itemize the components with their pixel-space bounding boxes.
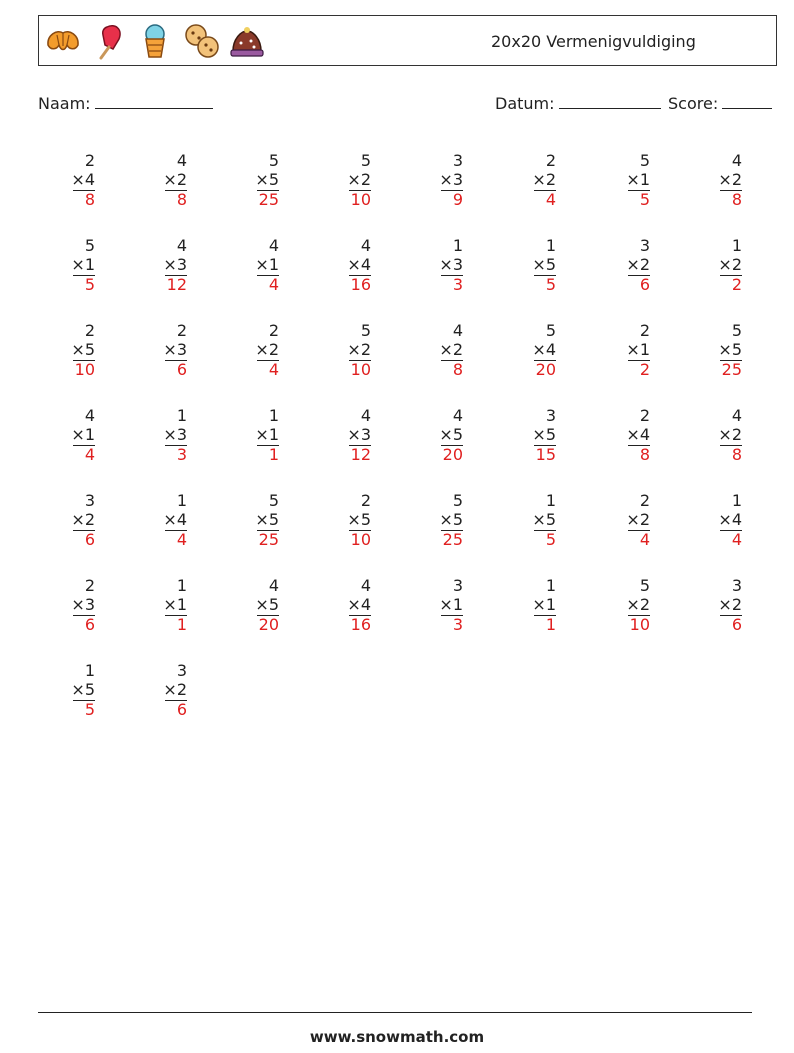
answer-line <box>73 360 95 361</box>
answer: 9 <box>452 190 463 209</box>
multiplicand: 2 <box>545 151 556 170</box>
multiplicand: 1 <box>545 491 556 510</box>
multiplier: ×3 <box>439 255 463 274</box>
multiplier: ×2 <box>163 680 187 699</box>
answer: 4 <box>268 275 279 294</box>
multiplicand: 3 <box>545 406 556 425</box>
answer: 1 <box>268 445 279 464</box>
answer-line <box>720 615 742 616</box>
answer-line <box>441 445 463 446</box>
multiplicand: 4 <box>268 236 279 255</box>
multiplicand: 2 <box>639 406 650 425</box>
answer-line <box>73 275 95 276</box>
multiplication-problem <box>682 406 742 466</box>
multiplier: ×4 <box>532 340 556 359</box>
answer: 8 <box>639 445 650 464</box>
multiplier: ×1 <box>626 340 650 359</box>
multiplier: ×1 <box>255 425 279 444</box>
multiplicand: 2 <box>360 491 371 510</box>
answer-line <box>441 190 463 191</box>
multiplicand: 1 <box>268 406 279 425</box>
multiplicand: 4 <box>452 321 463 340</box>
multiplication-problem <box>682 151 742 211</box>
multiplier: ×2 <box>718 170 742 189</box>
multiplication-problem <box>311 576 371 636</box>
multiplication-problem <box>35 151 95 211</box>
multiplicand: 4 <box>84 406 95 425</box>
answer: 3 <box>452 615 463 634</box>
answer-line <box>720 360 742 361</box>
answer: 3 <box>176 445 187 464</box>
answer-line <box>720 190 742 191</box>
multiplier: ×5 <box>347 510 371 529</box>
multiplier: ×3 <box>163 425 187 444</box>
multiplicand: 1 <box>176 406 187 425</box>
answer: 1 <box>176 615 187 634</box>
name-label: Naam: <box>38 94 91 113</box>
answer-line <box>534 360 556 361</box>
multiplication-problem <box>311 321 371 381</box>
multiplicand: 2 <box>639 321 650 340</box>
multiplication-problem <box>35 406 95 466</box>
answer: 5 <box>639 190 650 209</box>
answer: 8 <box>731 445 742 464</box>
multiplication-problem <box>219 576 279 636</box>
multiplication-problem <box>590 321 650 381</box>
multiplier: ×4 <box>718 510 742 529</box>
answer: 6 <box>731 615 742 634</box>
multiplier: ×1 <box>255 255 279 274</box>
multiplier: ×5 <box>532 425 556 444</box>
answer: 4 <box>84 445 95 464</box>
answer: 6 <box>84 615 95 634</box>
answer: 20 <box>535 360 556 379</box>
multiplier: ×5 <box>718 340 742 359</box>
answer: 10 <box>629 615 650 634</box>
multiplier: ×2 <box>163 170 187 189</box>
multiplicand: 4 <box>452 406 463 425</box>
multiplication-problem <box>127 661 187 721</box>
multiplication-problem <box>682 236 742 296</box>
multiplicand: 4 <box>268 576 279 595</box>
multiplicand: 4 <box>176 236 187 255</box>
multiplication-problem <box>127 576 187 636</box>
answer: 8 <box>452 360 463 379</box>
multiplier: ×3 <box>163 255 187 274</box>
multiplicand: 4 <box>360 236 371 255</box>
multiplier: ×3 <box>347 425 371 444</box>
multiplication-problem <box>35 661 95 721</box>
multiplicand: 1 <box>731 236 742 255</box>
answer: 5 <box>545 530 556 549</box>
multiplication-problem <box>403 491 463 551</box>
multiplier: ×2 <box>347 340 371 359</box>
answer: 25 <box>442 530 463 549</box>
answer: 15 <box>535 445 556 464</box>
answer: 5 <box>545 275 556 294</box>
multiplier: ×1 <box>626 170 650 189</box>
multiplicand: 1 <box>452 236 463 255</box>
multiplication-problem <box>127 321 187 381</box>
multiplicand: 1 <box>731 491 742 510</box>
multiplicand: 4 <box>176 151 187 170</box>
multiplication-problem <box>35 576 95 636</box>
multiplier: ×4 <box>347 595 371 614</box>
answer-line <box>73 190 95 191</box>
multiplicand: 3 <box>452 576 463 595</box>
answer: 6 <box>176 360 187 379</box>
answer-line <box>349 190 371 191</box>
multiplication-problem <box>496 406 556 466</box>
multiplicand: 5 <box>360 321 371 340</box>
multiplicand: 2 <box>84 576 95 595</box>
multiplication-problem <box>682 321 742 381</box>
multiplication-problem <box>311 491 371 551</box>
multiplier: ×1 <box>163 595 187 614</box>
answer-line <box>349 445 371 446</box>
answer: 25 <box>258 530 279 549</box>
multiplication-problem <box>403 576 463 636</box>
multiplier: ×4 <box>163 510 187 529</box>
answer-line <box>441 530 463 531</box>
answer-line <box>165 275 187 276</box>
multiplication-problem <box>35 321 95 381</box>
answer: 10 <box>350 530 371 549</box>
multiplicand: 3 <box>731 576 742 595</box>
answer-line <box>165 360 187 361</box>
multiplicand: 1 <box>545 576 556 595</box>
answer-line <box>441 360 463 361</box>
multiplication-problem <box>682 576 742 636</box>
multiplier: ×5 <box>439 425 463 444</box>
multiplicand: 2 <box>84 151 95 170</box>
answer-line <box>534 445 556 446</box>
multiplier: ×4 <box>347 255 371 274</box>
multiplicand: 3 <box>84 491 95 510</box>
answer: 3 <box>452 275 463 294</box>
answer-line <box>628 615 650 616</box>
multiplicand: 4 <box>731 151 742 170</box>
multiplication-problem <box>590 491 650 551</box>
answer: 20 <box>442 445 463 464</box>
answer: 4 <box>639 530 650 549</box>
answer-line <box>257 530 279 531</box>
answer-line <box>73 445 95 446</box>
multiplicand: 3 <box>452 151 463 170</box>
answer: 16 <box>350 615 371 634</box>
multiplication-problem <box>590 406 650 466</box>
answer: 10 <box>350 190 371 209</box>
answer-line <box>534 275 556 276</box>
multiplicand: 2 <box>268 321 279 340</box>
answer: 8 <box>176 190 187 209</box>
multiplicand: 3 <box>176 661 187 680</box>
answer: 6 <box>84 530 95 549</box>
answer: 6 <box>639 275 650 294</box>
multiplication-problem <box>127 151 187 211</box>
multiplier: ×5 <box>71 680 95 699</box>
multiplier: ×2 <box>718 255 742 274</box>
multiplication-problem <box>219 321 279 381</box>
multiplicand: 4 <box>360 576 371 595</box>
answer-line <box>349 360 371 361</box>
answer: 10 <box>74 360 95 379</box>
answer-line <box>441 275 463 276</box>
answer: 10 <box>350 360 371 379</box>
multiplication-problem <box>403 321 463 381</box>
multiplicand: 4 <box>360 406 371 425</box>
answer-line <box>165 530 187 531</box>
answer: 5 <box>84 275 95 294</box>
answer-line <box>720 530 742 531</box>
answer-line <box>349 275 371 276</box>
answer-line <box>628 360 650 361</box>
multiplication-problem <box>219 151 279 211</box>
multiplier: ×2 <box>626 510 650 529</box>
answer: 8 <box>84 190 95 209</box>
answer: 25 <box>721 360 742 379</box>
answer: 8 <box>731 190 742 209</box>
multiplication-problem <box>496 576 556 636</box>
answer-line <box>165 615 187 616</box>
multiplication-problem <box>127 491 187 551</box>
multiplicand: 3 <box>639 236 650 255</box>
multiplicand: 2 <box>84 321 95 340</box>
multiplication-problem <box>496 491 556 551</box>
multiplicand: 1 <box>176 576 187 595</box>
answer-line <box>73 615 95 616</box>
answer-line <box>257 360 279 361</box>
multiplier: ×1 <box>532 595 556 614</box>
footer-website[interactable]: www.snowmath.com <box>309 1028 485 1046</box>
multiplication-problem <box>590 236 650 296</box>
multiplicand: 5 <box>639 576 650 595</box>
multiplier: ×5 <box>255 510 279 529</box>
multiplier: ×4 <box>626 425 650 444</box>
date-label: Datum: <box>495 94 555 113</box>
multiplication-problem <box>35 491 95 551</box>
multiplier: ×1 <box>71 425 95 444</box>
multiplication-problem <box>219 236 279 296</box>
multiplier: ×2 <box>255 340 279 359</box>
multiplication-problem <box>496 236 556 296</box>
answer-line <box>257 190 279 191</box>
answer: 4 <box>731 530 742 549</box>
multiplication-problem <box>311 236 371 296</box>
multiplier: ×5 <box>255 170 279 189</box>
multiplier: ×5 <box>255 595 279 614</box>
multiplier: ×5 <box>532 255 556 274</box>
multiplication-problem <box>311 151 371 211</box>
answer: 4 <box>268 360 279 379</box>
answer: 25 <box>258 190 279 209</box>
answer-line <box>628 530 650 531</box>
multiplication-problem <box>219 491 279 551</box>
answer: 4 <box>176 530 187 549</box>
multiplier: ×2 <box>718 425 742 444</box>
multiplicand: 5 <box>268 151 279 170</box>
answer: 5 <box>84 700 95 719</box>
multiplicand: 2 <box>639 491 650 510</box>
footer-divider <box>38 1012 752 1013</box>
multiplier: ×1 <box>71 255 95 274</box>
multiplicand: 5 <box>452 491 463 510</box>
answer-line <box>165 445 187 446</box>
multiplier: ×2 <box>718 595 742 614</box>
answer: 2 <box>731 275 742 294</box>
answer: 6 <box>176 700 187 719</box>
answer-line <box>720 275 742 276</box>
multiplicand: 5 <box>545 321 556 340</box>
answer-line <box>534 530 556 531</box>
answer: 2 <box>639 360 650 379</box>
multiplicand: 5 <box>84 236 95 255</box>
multiplier: ×4 <box>71 170 95 189</box>
answer-line <box>257 275 279 276</box>
answer-line <box>534 190 556 191</box>
multiplicand: 2 <box>176 321 187 340</box>
multiplication-problem <box>35 236 95 296</box>
answer-line <box>257 615 279 616</box>
multiplicand: 5 <box>731 321 742 340</box>
multiplication-problem <box>403 406 463 466</box>
answer: 12 <box>350 445 371 464</box>
answer-line <box>73 700 95 701</box>
multiplicand: 1 <box>84 661 95 680</box>
multiplicand: 5 <box>360 151 371 170</box>
multiplicand: 1 <box>545 236 556 255</box>
multiplier: ×3 <box>71 595 95 614</box>
multiplication-problem <box>127 406 187 466</box>
multiplication-problem <box>496 321 556 381</box>
score-label: Score: <box>668 94 719 113</box>
multiplier: ×5 <box>71 340 95 359</box>
multiplication-problem <box>311 406 371 466</box>
multiplier: ×5 <box>532 510 556 529</box>
multiplier: ×3 <box>439 170 463 189</box>
answer-line <box>720 445 742 446</box>
multiplier: ×2 <box>347 170 371 189</box>
answer: 20 <box>258 615 279 634</box>
answer-line <box>349 615 371 616</box>
multiplication-problem <box>403 151 463 211</box>
answer-line <box>628 190 650 191</box>
answer-line <box>441 615 463 616</box>
answer: 4 <box>545 190 556 209</box>
multiplier: ×3 <box>163 340 187 359</box>
answer: 1 <box>545 615 556 634</box>
answer-line <box>349 530 371 531</box>
answer-line <box>165 190 187 191</box>
multiplier: ×2 <box>626 595 650 614</box>
multiplication-problem <box>127 236 187 296</box>
multiplier: ×5 <box>439 510 463 529</box>
multiplicand: 4 <box>731 406 742 425</box>
multiplication-problem <box>682 491 742 551</box>
answer: 16 <box>350 275 371 294</box>
multiplier: ×2 <box>71 510 95 529</box>
multiplier: ×1 <box>439 595 463 614</box>
multiplicand: 1 <box>176 491 187 510</box>
multiplication-problem <box>219 406 279 466</box>
answer: 12 <box>166 275 187 294</box>
multiplier: ×2 <box>439 340 463 359</box>
answer-line <box>534 615 556 616</box>
multiplication-problem <box>403 236 463 296</box>
multiplication-problem <box>496 151 556 211</box>
multiplication-problem <box>590 576 650 636</box>
answer-line <box>257 445 279 446</box>
answer-line <box>73 530 95 531</box>
multiplier: ×2 <box>626 255 650 274</box>
multiplication-problem <box>590 151 650 211</box>
answer-line <box>628 275 650 276</box>
multiplier: ×2 <box>532 170 556 189</box>
multiplicand: 5 <box>268 491 279 510</box>
answer-line <box>628 445 650 446</box>
answer-line <box>165 700 187 701</box>
multiplicand: 5 <box>639 151 650 170</box>
worksheet-title: 20x20 Vermenigvuldiging <box>491 32 696 51</box>
